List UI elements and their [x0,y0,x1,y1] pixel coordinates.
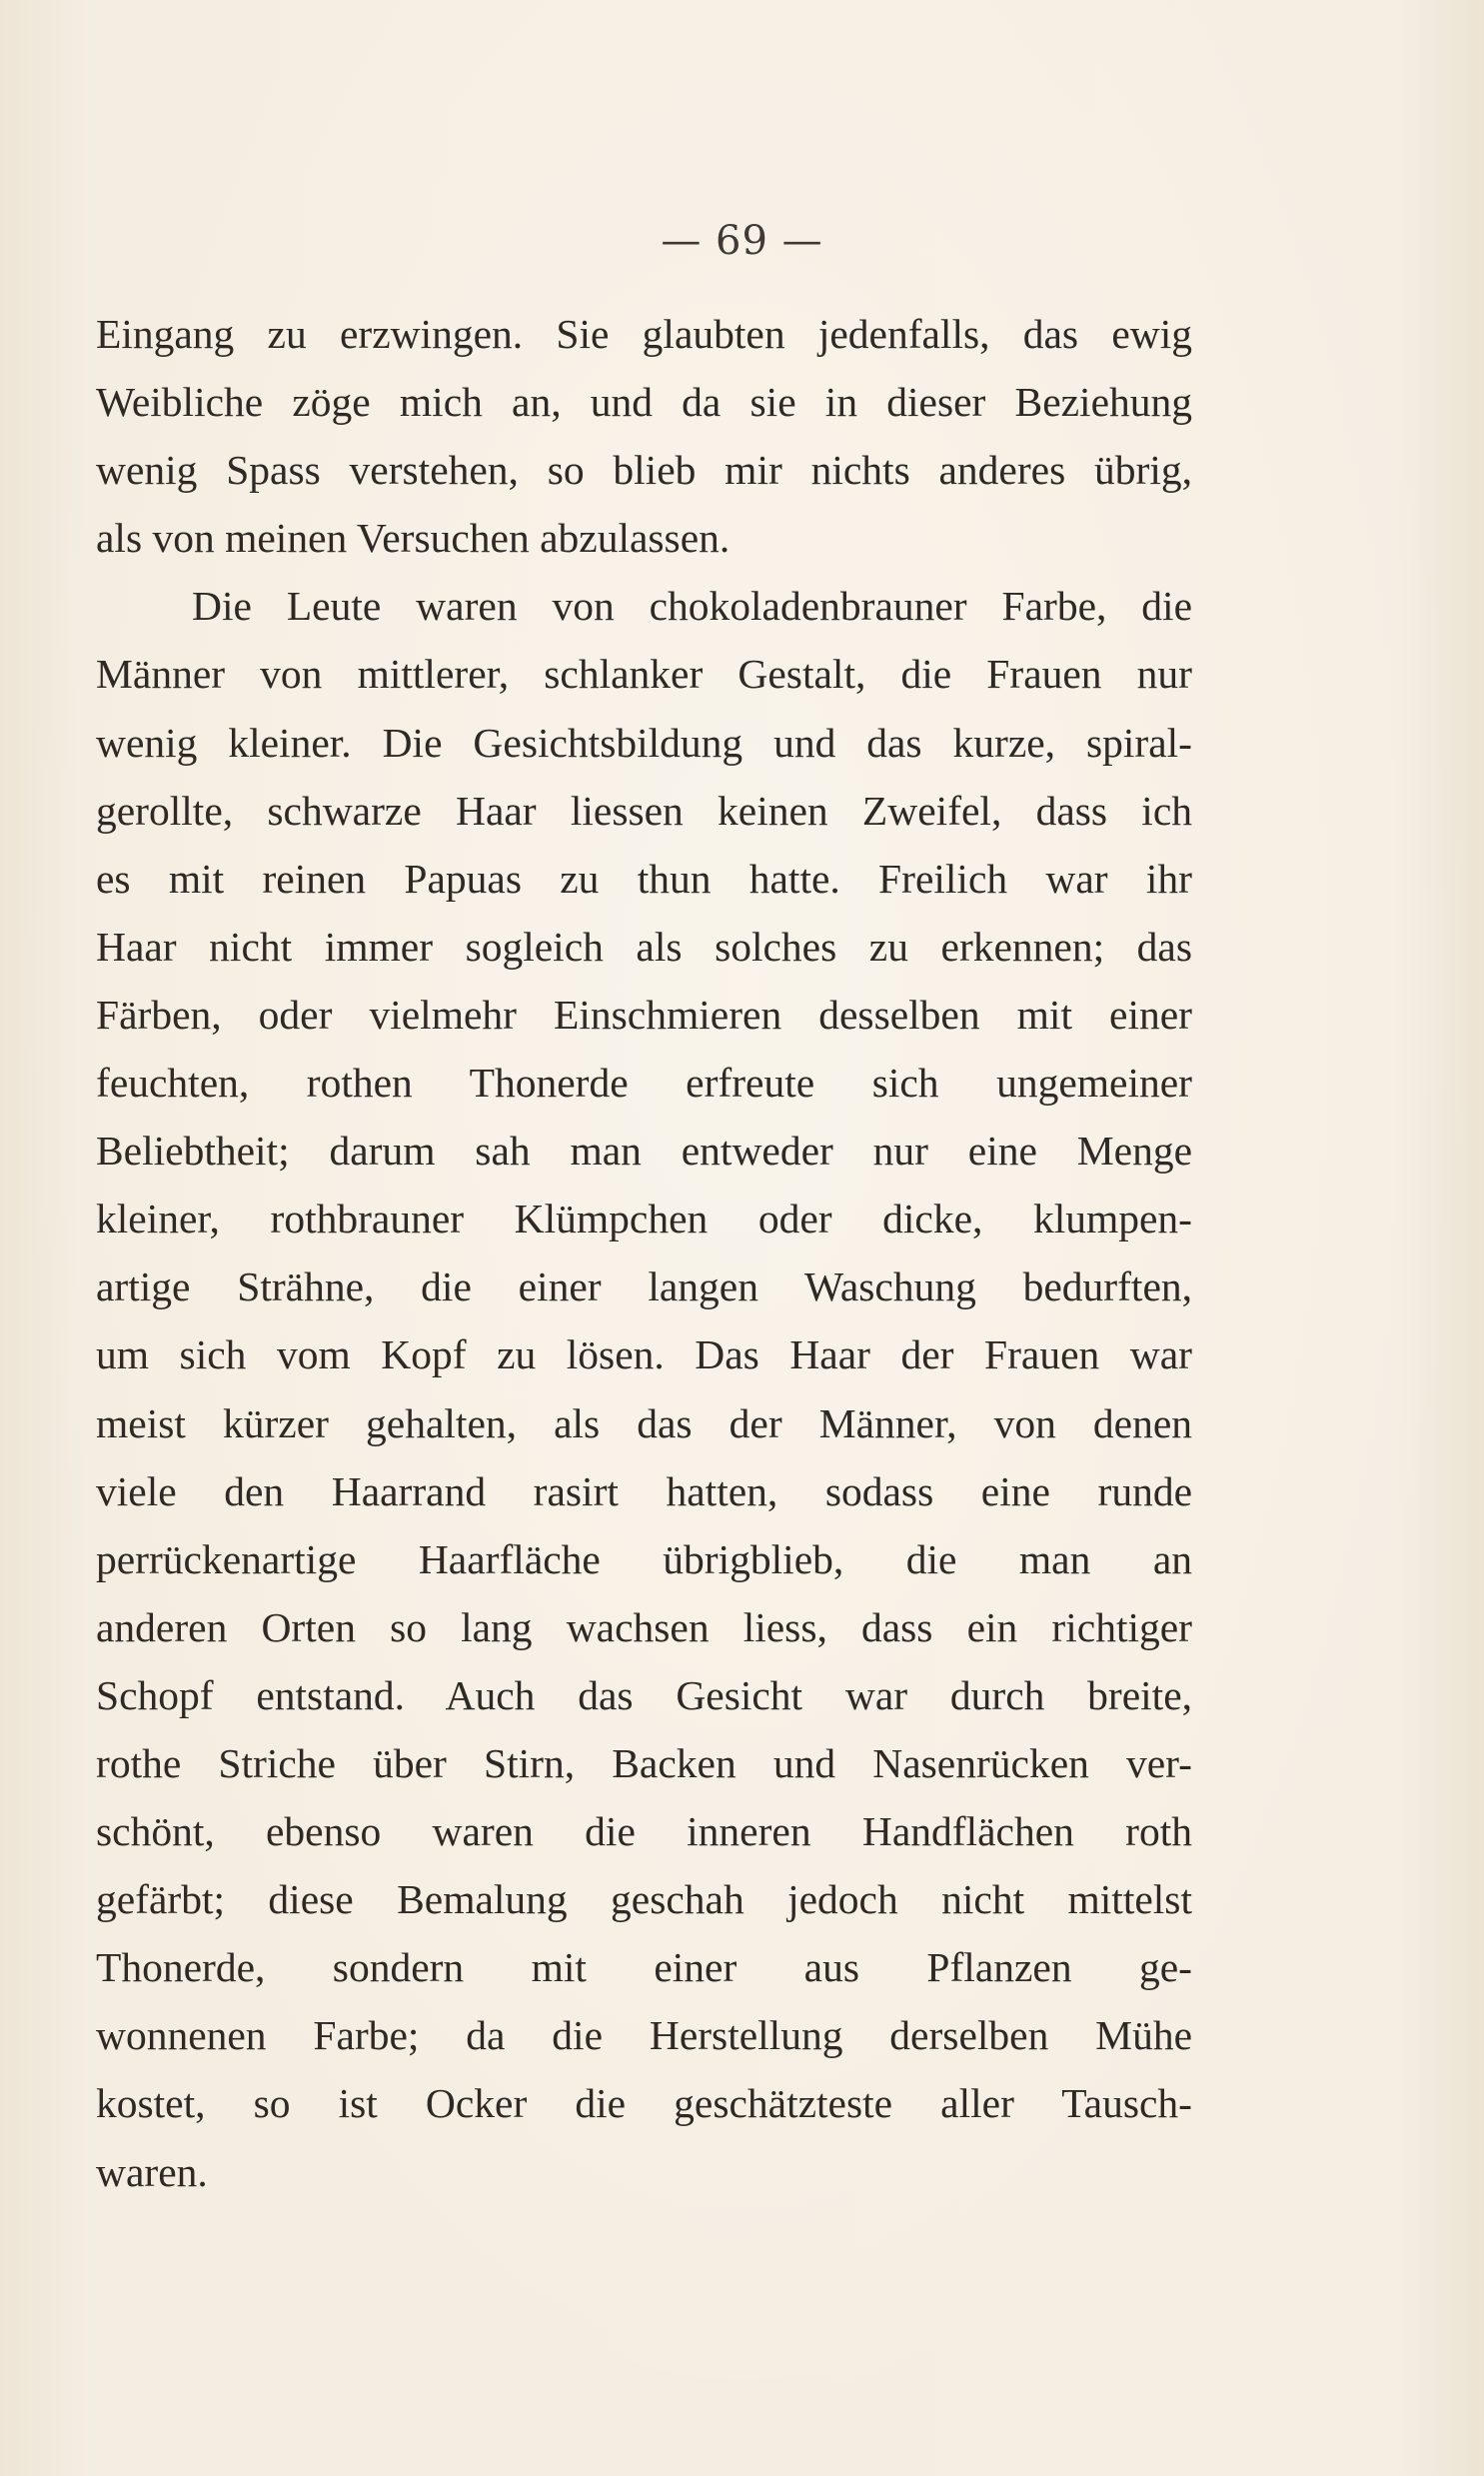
text-line: feuchten, rothen Thonerde erfreute sich ungemeiner [96,1060,1192,1107]
text-line: artige Strähne, die einer langen Waschung bedurften, [96,1263,1192,1310]
text-line: wonnenen Farbe; da die Herstellung derselben Mühe [96,2012,1192,2059]
text-line: perrückenartige Haarfläche übrigblieb, die man an [96,1535,1192,1582]
text-line: es mit reinen Papuas zu thun hatte. Freilich war ihr [96,855,1192,902]
text-line: wenig kleiner. Die Gesichtsbildung und das kurze, spiral- [96,719,1192,766]
text-line: Haar nicht immer sogleich als solches zu erkennen; das [96,923,1192,970]
text-line: gerollte, schwarze Haar liessen keinen Zweifel, dass ich [96,787,1192,834]
text-line: kostet, so ist Ocker die geschätzteste aller Tausch- [96,2080,1192,2127]
text-line: waren. [96,2148,208,2195]
text-line: Eingang zu erzwingen. Sie glaubten jedenfalls, das ewig [96,311,1192,357]
text-line: Färben, oder vielmehr Einschmieren desselben mit einer [96,991,1192,1038]
text-line: Weibliche zöge mich an, und da sie in dieser Beziehung [96,379,1192,426]
text-line: als von meinen Versuchen abzulassen. [96,515,731,562]
text-line: Thonerde, sondern mit einer aus Pflanzen ge- [96,1944,1192,1991]
text-line: rothe Striche über Stirn, Backen und Nasenrücken ver- [96,1739,1192,1786]
text-line: Die Leute waren von chokoladenbrauner Farbe, die [192,583,1192,630]
text-line: Beliebtheit; darum sah man entweder nur eine Menge [96,1128,1192,1175]
text-line: Männer von mittlerer, schlanker Gestalt, die Frauen nur [96,651,1192,698]
text-line: schönt, ebenso waren die inneren Handflächen roth [96,1808,1192,1855]
body-text [96,300,1192,2206]
text-line: kleiner, rothbrauner Klümpchen oder dicke, klumpen- [96,1196,1192,1242]
text-line: viele den Haarrand rasirt hatten, sodass eine runde [96,1467,1192,1514]
text-line: gefärbt; diese Bemalung geschah jedoch nicht mittelst [96,1876,1192,1923]
text-line: Schopf entstand. Auch das Gesicht war durch breite, [96,1671,1192,1718]
text-line: anderen Orten so lang wachsen liess, dass ein richtiger [96,1603,1192,1650]
text-line: wenig Spass verstehen, so blieb mir nichts anderes übrig, [96,447,1192,494]
text-line: meist kürzer gehalten, als das der Männer, von denen [96,1399,1192,1446]
text-line: um sich vom Kopf zu lösen. Das Haar der Frauen war [96,1331,1192,1378]
page-number: — 69 — [661,218,823,264]
